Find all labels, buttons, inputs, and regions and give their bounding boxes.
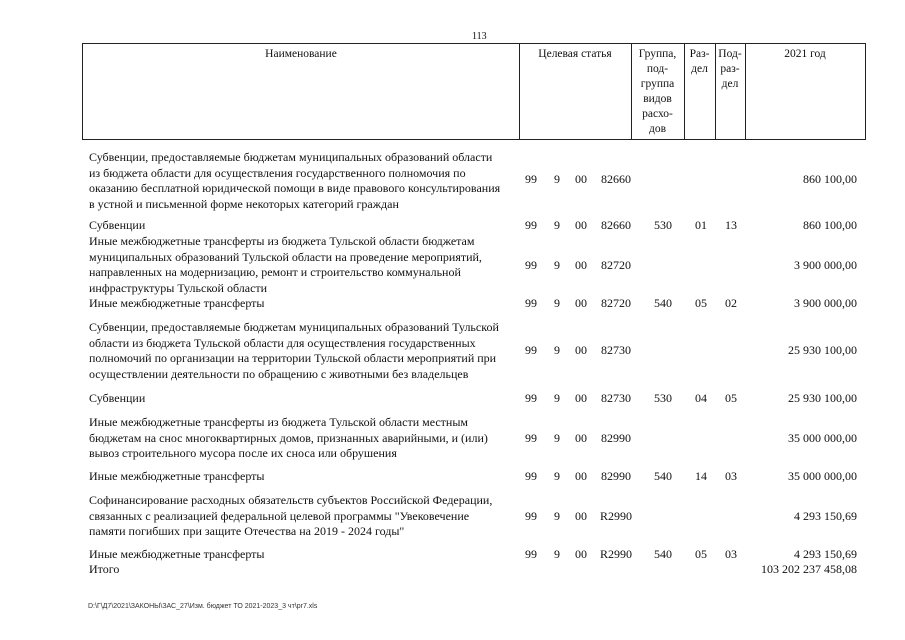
cell-direction: 00 — [575, 218, 587, 232]
cell-subprogram: 9 — [554, 547, 560, 561]
header-year: 2021 год — [784, 48, 826, 60]
header-expense-group-line: дов — [648, 123, 667, 135]
cell-program: 99 — [525, 258, 537, 272]
row-name — [89, 320, 519, 382]
header-subsection-line: Под- — [718, 48, 742, 60]
cell-code: R2990 — [599, 547, 632, 561]
row-name-line: из бюджета области для осуществления государственного полномочия по — [89, 165, 466, 180]
cell-subprogram: 9 — [554, 431, 560, 445]
cell-expense-group: 540 — [654, 296, 672, 310]
cell-program: 99 — [525, 509, 537, 523]
row-name-line: Иные межбюджетные трансферты — [89, 296, 265, 310]
row-name-line: оказанию бесплатной юридической помощи в виде правового консультирования — [89, 181, 501, 195]
header-expense-group-line: Группа, — [638, 48, 677, 60]
cell-code: R2990 — [599, 509, 632, 523]
cell-subprogram: 9 — [554, 218, 560, 232]
header-section-line: Раз- — [689, 48, 710, 60]
cell-direction: 00 — [575, 509, 587, 523]
cell-subprogram: 9 — [554, 469, 560, 483]
cell-code: 82730 — [601, 391, 631, 405]
cell-code: 82660 — [601, 172, 631, 186]
cell-expense-group: 540 — [654, 469, 672, 483]
header-subsection — [715, 47, 745, 92]
cell-subprogram: 9 — [554, 258, 560, 272]
cell-code: 82660 — [601, 218, 631, 232]
cell-subsection: 13 — [725, 218, 737, 232]
cell-subprogram: 9 — [554, 296, 560, 310]
cell-amount: 3 900 000,00 — [794, 258, 857, 272]
row-name — [89, 296, 519, 312]
row-name-line: Иные межбюджетные трансферты — [89, 547, 265, 561]
cell-code: 82990 — [601, 469, 631, 483]
header-subsection-line: дел — [721, 78, 739, 90]
page-number: 113 — [472, 31, 487, 42]
cell-amount: 25 930 100,00 — [788, 343, 857, 357]
row-name — [89, 469, 519, 485]
cell-subsection: 03 — [725, 547, 737, 561]
cell-section: 01 — [695, 218, 707, 232]
row-name-line: Субвенции, предоставляемые бюджетам муниципальных образований Тульской — [89, 320, 499, 334]
cell-code: 82720 — [601, 258, 631, 272]
row-name — [89, 547, 519, 563]
total-label: Итого — [89, 562, 120, 576]
cell-amount: 25 930 100,00 — [788, 391, 857, 405]
cell-amount: 35 000 000,00 — [788, 469, 857, 483]
cell-code: 82990 — [601, 431, 631, 445]
cell-program: 99 — [525, 391, 537, 405]
header-section — [684, 47, 715, 77]
cell-subsection: 05 — [725, 391, 737, 405]
row-name — [89, 391, 519, 407]
row-name-line: Субвенции — [89, 218, 146, 232]
header-expense-group — [631, 47, 684, 137]
cell-amount: 4 293 150,69 — [794, 547, 857, 561]
cell-program: 99 — [525, 431, 537, 445]
cell-section: 05 — [695, 296, 707, 310]
header-expense-group-line: расхо- — [642, 108, 673, 120]
row-name-line: в устной и письменной форме некоторых категорий граждан — [89, 196, 399, 211]
table-header — [82, 43, 866, 140]
row-name-line: связанных с реализацией федеральной целевой программы "Увековечение — [89, 508, 470, 523]
cell-direction: 00 — [575, 431, 587, 445]
cell-subprogram: 9 — [554, 343, 560, 357]
row-name-line: инфраструктуры Тульской области — [89, 280, 268, 295]
cell-expense-group: 530 — [654, 218, 672, 232]
cell-program: 99 — [525, 547, 537, 561]
cell-program: 99 — [525, 218, 537, 232]
row-name-line: Субвенции, предоставляемые бюджетам муниципальных образований области — [89, 150, 493, 164]
cell-code: 82730 — [601, 343, 631, 357]
cell-direction: 00 — [575, 469, 587, 483]
row-name-line: Иные межбюджетные трансферты — [89, 469, 265, 483]
row-name — [89, 415, 519, 462]
cell-subsection: 03 — [725, 469, 737, 483]
cell-program: 99 — [525, 172, 537, 186]
cell-direction: 00 — [575, 258, 587, 272]
row-name-line: Иные межбюджетные трансферты из бюджета Тульской области местным — [89, 415, 468, 429]
cell-amount: 4 293 150,69 — [794, 509, 857, 523]
header-expense-group-line: под- — [646, 63, 669, 75]
cell-program: 99 — [525, 469, 537, 483]
row-name-line: памяти погибших при защите Отечества на 2019 - 2024 годы" — [89, 524, 405, 538]
cell-program: 99 — [525, 296, 537, 310]
header-target-article: Целевая статья — [538, 48, 612, 60]
cell-amount: 3 900 000,00 — [794, 296, 857, 310]
row-name-line: полномочий по организации на территории Тульской области мероприятий при — [89, 351, 497, 365]
row-name — [89, 150, 519, 212]
header-subsection-line: раз- — [720, 63, 740, 75]
total-amount: 103 202 237 458,08 — [761, 562, 857, 576]
cell-section: 14 — [695, 469, 707, 483]
cell-subsection: 02 — [725, 296, 737, 310]
row-name-line: Субвенции — [89, 391, 146, 405]
cell-subprogram: 9 — [554, 391, 560, 405]
header-name: Наименование — [265, 48, 337, 60]
row-name-line: муниципальных образований Тульской области на проведение мероприятий, — [89, 249, 482, 264]
cell-expense-group: 540 — [654, 547, 672, 561]
cell-amount: 860 100,00 — [803, 218, 857, 232]
row-name-line: Иные межбюджетные трансферты из бюджета Тульской области бюджетам — [89, 234, 475, 248]
row-name — [89, 234, 519, 296]
row-name-line: вывоз строительного мусора после их сноса или обрушения — [89, 446, 397, 460]
cell-subprogram: 9 — [554, 509, 560, 523]
cell-direction: 00 — [575, 547, 587, 561]
cell-direction: 00 — [575, 343, 587, 357]
cell-direction: 00 — [575, 172, 587, 186]
table-row — [0, 150, 905, 212]
row-name-line: осуществлении деятельности по обращению с животными без владельцев — [89, 366, 469, 381]
header-section-line: дел — [691, 63, 708, 75]
cell-amount: 860 100,00 — [803, 172, 857, 186]
row-name-line: области из бюджета Тульской области для осуществления государственных — [89, 335, 476, 350]
cell-subprogram: 9 — [554, 172, 560, 186]
cell-direction: 00 — [575, 391, 587, 405]
header-expense-group-line: группа — [640, 78, 675, 90]
cell-section: 05 — [695, 547, 707, 561]
file-path-footer: D:\Г\Д7\2021\ЗАКОНЫ\ЗАС_27\Изм. бюджет ТО 2021-2023_3 чт\pr7.xls — [88, 603, 318, 610]
header-expense-group-line: видов — [643, 93, 672, 105]
row-name-line: направленных на модернизацию, ремонт и строительство коммунальной — [89, 265, 461, 279]
row-name-line: Софинансирование расходных обязательств субъектов Российской Федерации, — [89, 493, 493, 507]
row-name — [89, 218, 519, 234]
cell-amount: 35 000 000,00 — [788, 431, 857, 445]
cell-code: 82720 — [601, 296, 631, 310]
row-name-line: бюджетам на снос многоквартирных домов, признанных аварийными, и (или) — [89, 430, 488, 445]
cell-direction: 00 — [575, 296, 587, 310]
cell-section: 04 — [695, 391, 707, 405]
cell-expense-group: 530 — [654, 391, 672, 405]
cell-program: 99 — [525, 343, 537, 357]
row-name — [89, 493, 519, 540]
